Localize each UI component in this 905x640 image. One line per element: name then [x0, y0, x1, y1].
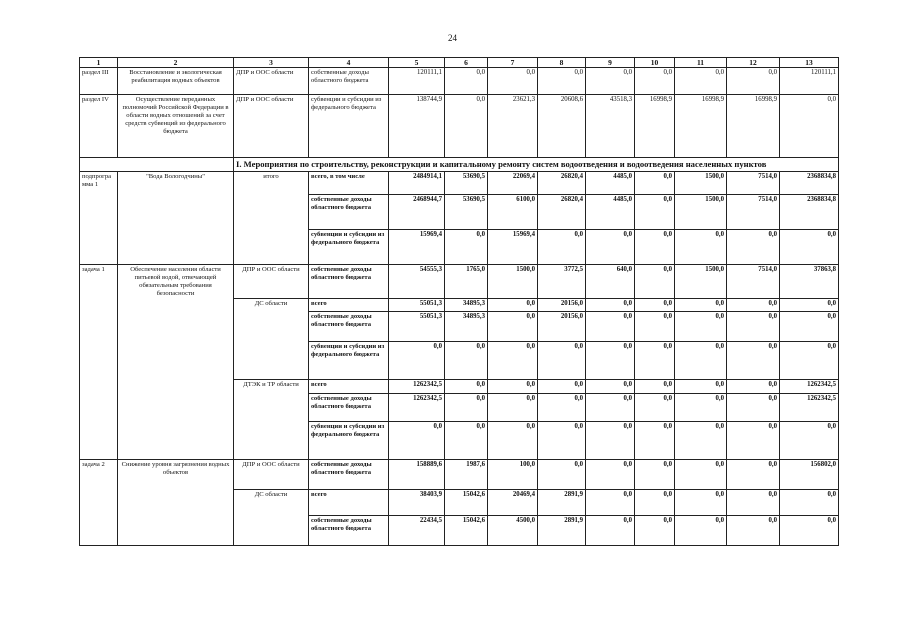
value-cell: 0,0 — [635, 341, 675, 379]
value-cell: 0,0 — [675, 489, 727, 515]
executor-cell: ДС области — [234, 298, 309, 379]
value-cell: 0,0 — [727, 379, 780, 393]
page-number: 24 — [448, 33, 457, 43]
executor-cell: ДТЭК и ТР области — [234, 379, 309, 459]
value-cell: 0,0 — [675, 421, 727, 459]
value-cell: 138744,9 — [389, 95, 445, 158]
value-cell: 0,0 — [780, 298, 839, 311]
value-cell: 0,0 — [538, 229, 586, 264]
value-cell: 0,0 — [727, 341, 780, 379]
section-row — [80, 95, 839, 158]
value-cell: 0,0 — [727, 298, 780, 311]
value-cell: 0,0 — [727, 515, 780, 545]
column-header: 12 — [727, 58, 780, 68]
value-cell: 0,0 — [635, 515, 675, 545]
value-cell: 0,0 — [780, 489, 839, 515]
value-cell: 0,0 — [586, 298, 635, 311]
executor-cell: ДС области — [234, 489, 309, 545]
section-heading-row — [80, 158, 839, 171]
source-cell: всего — [309, 489, 389, 515]
value-cell: 55051,3 — [389, 298, 445, 311]
value-cell: 0,0 — [675, 459, 727, 489]
value-cell: 37863,8 — [780, 264, 839, 298]
value-cell: 0,0 — [445, 68, 488, 95]
value-cell: 0,0 — [780, 95, 839, 158]
value-cell: 0,0 — [538, 459, 586, 489]
value-cell: 2891,9 — [538, 489, 586, 515]
value-cell: 0,0 — [635, 264, 675, 298]
column-header: 11 — [675, 58, 727, 68]
value-cell: 156802,0 — [780, 459, 839, 489]
empty-cell — [80, 158, 234, 171]
value-cell: 0,0 — [538, 68, 586, 95]
value-cell: 23621,3 — [488, 95, 538, 158]
value-cell: 120111,1 — [389, 68, 445, 95]
value-cell: 0,0 — [586, 311, 635, 341]
column-header: 2 — [118, 58, 234, 68]
value-cell: 1262342,5 — [389, 393, 445, 421]
executor-cell: ДПР и ООС области — [234, 264, 309, 298]
value-cell: 1500,0 — [675, 171, 727, 194]
value-cell: 0,0 — [586, 229, 635, 264]
row-code: задача 1 — [80, 264, 118, 459]
value-cell: 53690,5 — [445, 194, 488, 229]
value-cell: 1987,6 — [445, 459, 488, 489]
value-cell: 4485,0 — [586, 194, 635, 229]
value-cell: 0,0 — [635, 194, 675, 229]
value-cell: 0,0 — [586, 515, 635, 545]
source-cell: собственные доходы областного бюджета — [309, 459, 389, 489]
section-row — [80, 68, 839, 95]
value-cell: 0,0 — [675, 393, 727, 421]
section-title: I. Мероприятия по строительству, реконструкции и капитальному ремонту систем водоотведения и водоотведения населенных пунктов — [234, 158, 839, 171]
value-cell: 26820,4 — [538, 194, 586, 229]
budget-table — [79, 57, 839, 546]
value-cell: 0,0 — [675, 515, 727, 545]
value-cell: 1262342,5 — [780, 379, 839, 393]
value-cell: 0,0 — [586, 421, 635, 459]
value-cell: 15042,6 — [445, 515, 488, 545]
value-cell: 0,0 — [727, 68, 780, 95]
value-cell: 0,0 — [586, 379, 635, 393]
value-cell: 0,0 — [586, 459, 635, 489]
value-cell: 16998,9 — [727, 95, 780, 158]
value-cell: 4485,0 — [586, 171, 635, 194]
value-cell: 55051,3 — [389, 311, 445, 341]
row-code: раздел III — [80, 68, 118, 95]
row-name: Осуществление переданных полномочий Российской Федерации в области водных отношений за счет средств субвенций из федерального бюджета — [118, 95, 234, 158]
value-cell: 0,0 — [635, 489, 675, 515]
value-cell: 0,0 — [488, 68, 538, 95]
table-row — [80, 264, 839, 298]
source-cell: собственные доходы областного бюджета — [309, 393, 389, 421]
value-cell: 15042,6 — [445, 489, 488, 515]
value-cell: 0,0 — [675, 311, 727, 341]
value-cell: 4500,0 — [488, 515, 538, 545]
value-cell: 0,0 — [586, 489, 635, 515]
value-cell: 6100,0 — [488, 194, 538, 229]
value-cell: 0,0 — [635, 459, 675, 489]
value-cell: 53690,5 — [445, 171, 488, 194]
value-cell: 0,0 — [586, 393, 635, 421]
value-cell: 16998,9 — [635, 95, 675, 158]
value-cell: 158889,6 — [389, 459, 445, 489]
value-cell: 20608,6 — [538, 95, 586, 158]
value-cell: 0,0 — [488, 298, 538, 311]
value-cell: 0,0 — [727, 459, 780, 489]
value-cell: 54555,3 — [389, 264, 445, 298]
value-cell: 2891,9 — [538, 515, 586, 545]
source-cell: субвенции и субсидии из федерального бюджета — [309, 341, 389, 379]
value-cell: 0,0 — [538, 341, 586, 379]
value-cell: 22434,5 — [389, 515, 445, 545]
source-cell: субвенции и субсидии из федерального бюджета — [309, 229, 389, 264]
source-cell: всего, в том числе — [309, 171, 389, 194]
value-cell: 38403,9 — [389, 489, 445, 515]
value-cell: 0,0 — [675, 379, 727, 393]
source-cell: всего — [309, 379, 389, 393]
value-cell: 0,0 — [488, 341, 538, 379]
value-cell: 0,0 — [727, 421, 780, 459]
value-cell: 20156,0 — [538, 298, 586, 311]
header-row — [80, 58, 839, 68]
executor-cell: ДПР и ООС области — [234, 95, 309, 158]
value-cell: 0,0 — [727, 393, 780, 421]
value-cell: 0,0 — [488, 421, 538, 459]
column-header: 1 — [80, 58, 118, 68]
column-header: 13 — [780, 58, 839, 68]
value-cell: 0,0 — [445, 379, 488, 393]
source-cell: собственные доходы областного бюджета — [309, 194, 389, 229]
source-cell: собственные доходы областного бюджета — [309, 311, 389, 341]
value-cell: 0,0 — [727, 489, 780, 515]
source-cell: всего — [309, 298, 389, 311]
column-header: 3 — [234, 58, 309, 68]
value-cell: 0,0 — [586, 341, 635, 379]
value-cell: 0,0 — [445, 393, 488, 421]
value-cell: 0,0 — [635, 421, 675, 459]
column-header: 9 — [586, 58, 635, 68]
value-cell: 0,0 — [635, 379, 675, 393]
value-cell: 15969,4 — [389, 229, 445, 264]
value-cell: 0,0 — [675, 229, 727, 264]
row-code: подпрогра мма 1 — [80, 171, 118, 264]
row-name: Восстановление и экологическая реабилитация водных объектов — [118, 68, 234, 95]
row-code: задача 2 — [80, 459, 118, 545]
value-cell: 0,0 — [538, 393, 586, 421]
column-header: 8 — [538, 58, 586, 68]
value-cell: 2368834,8 — [780, 171, 839, 194]
value-cell: 0,0 — [389, 421, 445, 459]
value-cell: 0,0 — [635, 68, 675, 95]
source-cell: субвенции и субсидии из федерального бюджета — [309, 95, 389, 158]
table-row — [80, 459, 839, 489]
value-cell: 0,0 — [488, 393, 538, 421]
value-cell: 0,0 — [675, 341, 727, 379]
value-cell: 0,0 — [780, 229, 839, 264]
column-header: 10 — [635, 58, 675, 68]
value-cell: 1262342,5 — [780, 393, 839, 421]
value-cell: 1500,0 — [675, 194, 727, 229]
value-cell: 7514,0 — [727, 171, 780, 194]
value-cell: 2484914,1 — [389, 171, 445, 194]
value-cell: 0,0 — [445, 421, 488, 459]
value-cell: 0,0 — [538, 379, 586, 393]
value-cell: 2468944,7 — [389, 194, 445, 229]
value-cell: 15969,4 — [488, 229, 538, 264]
value-cell: 0,0 — [727, 229, 780, 264]
value-cell: 0,0 — [675, 298, 727, 311]
value-cell: 26820,4 — [538, 171, 586, 194]
value-cell: 1262342,5 — [389, 379, 445, 393]
column-header: 6 — [445, 58, 488, 68]
value-cell: 1500,0 — [488, 264, 538, 298]
value-cell: 0,0 — [675, 68, 727, 95]
value-cell: 0,0 — [780, 311, 839, 341]
value-cell: 0,0 — [445, 95, 488, 158]
value-cell: 20156,0 — [538, 311, 586, 341]
value-cell: 16998,9 — [675, 95, 727, 158]
row-name: Обеспечение населения области питьевой водой, отвечающей обязательным требования безопасности — [118, 264, 234, 459]
value-cell: 0,0 — [635, 393, 675, 421]
value-cell: 43518,3 — [586, 95, 635, 158]
value-cell: 640,0 — [586, 264, 635, 298]
column-header: 4 — [309, 58, 389, 68]
value-cell: 0,0 — [586, 68, 635, 95]
value-cell: 0,0 — [445, 229, 488, 264]
table-row — [80, 171, 839, 194]
value-cell: 22069,4 — [488, 171, 538, 194]
value-cell: 0,0 — [538, 421, 586, 459]
column-header: 7 — [488, 58, 538, 68]
value-cell: 0,0 — [635, 229, 675, 264]
value-cell: 0,0 — [488, 379, 538, 393]
column-header: 5 — [389, 58, 445, 68]
value-cell: 120111,1 — [780, 68, 839, 95]
source-cell: субвенции и субсидии из федерального бюджета — [309, 421, 389, 459]
value-cell: 0,0 — [635, 298, 675, 311]
value-cell: 2368834,8 — [780, 194, 839, 229]
source-cell: собственные доходы областного бюджета — [309, 68, 389, 95]
source-cell: собственные доходы областного бюджета — [309, 515, 389, 545]
value-cell: 0,0 — [780, 341, 839, 379]
value-cell: 3772,5 — [538, 264, 586, 298]
value-cell: 20469,4 — [488, 489, 538, 515]
value-cell: 34895,3 — [445, 298, 488, 311]
source-cell: собственные доходы областного бюджета — [309, 264, 389, 298]
value-cell: 34895,3 — [445, 311, 488, 341]
executor-cell: ДПР и ООС области — [234, 68, 309, 95]
value-cell: 0,0 — [635, 171, 675, 194]
value-cell: 0,0 — [780, 515, 839, 545]
value-cell: 0,0 — [780, 421, 839, 459]
value-cell: 7514,0 — [727, 194, 780, 229]
row-code: раздел IV — [80, 95, 118, 158]
executor-cell: итого — [234, 171, 309, 264]
row-name: "Вода Вологодчины" — [118, 171, 234, 264]
value-cell: 1765,0 — [445, 264, 488, 298]
value-cell: 0,0 — [389, 341, 445, 379]
value-cell: 0,0 — [635, 311, 675, 341]
row-name: Снижение уровня загрязнения водных объектов — [118, 459, 234, 545]
value-cell: 100,0 — [488, 459, 538, 489]
value-cell: 7514,0 — [727, 264, 780, 298]
value-cell: 1500,0 — [675, 264, 727, 298]
executor-cell: ДПР и ООС области — [234, 459, 309, 489]
value-cell: 0,0 — [727, 311, 780, 341]
value-cell: 0,0 — [488, 311, 538, 341]
value-cell: 0,0 — [445, 341, 488, 379]
